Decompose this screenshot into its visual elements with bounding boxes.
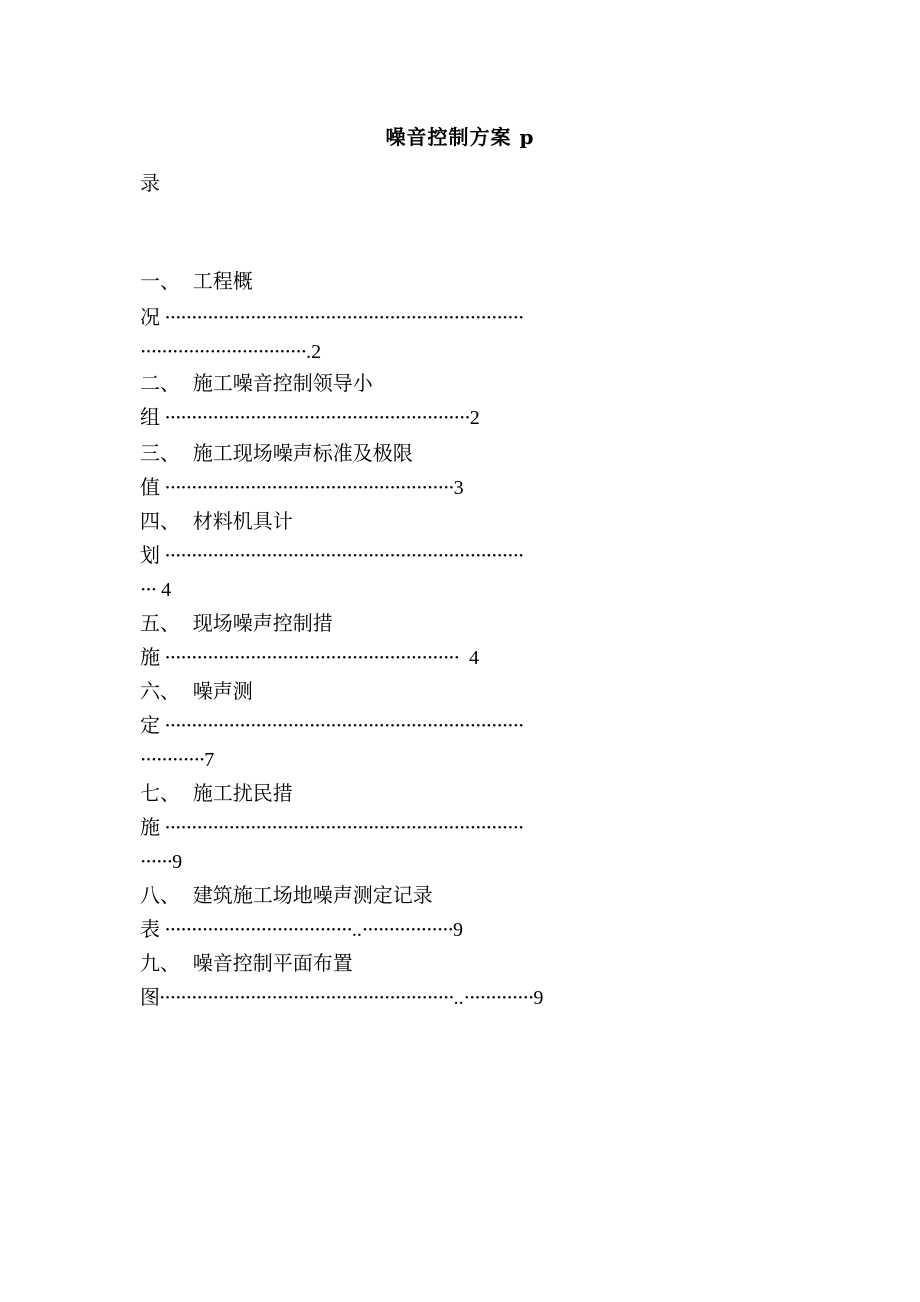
toc-entry-9-leader-2: ·············	[463, 985, 534, 1009]
toc-entry-9-page: 9	[533, 987, 544, 1009]
toc-heading: 录	[140, 171, 160, 195]
toc-entry-8-leader: 表 ···································	[140, 917, 352, 941]
toc-entry-6-leader: 定 ···································································	[140, 713, 524, 737]
toc-entry-4-tail	[140, 576, 171, 603]
toc-entry-7-leader: 施 ···································································	[140, 815, 524, 839]
toc-entry-3-leader: 值 ······················································	[140, 475, 454, 499]
toc-entry-8-leader-line	[140, 916, 463, 943]
toc-entry-1-tail	[140, 338, 321, 365]
toc-entry-7-heading: 七、 施工扰民措	[140, 781, 293, 805]
toc-entry-6-tail-dots: ············	[140, 747, 205, 771]
toc-entry-1-page: .2	[306, 341, 322, 363]
toc-entry-6-tail	[140, 746, 214, 773]
toc-entry-4-leader: 划 ···································································	[140, 543, 524, 567]
toc-entry-7-tail	[140, 848, 182, 875]
toc-entry-7-page: 9	[172, 851, 183, 873]
toc-entry-4-page: 4	[156, 579, 172, 601]
toc-entry-7-tail-dots: ······	[140, 849, 173, 873]
toc-entry-1-heading: 一、 工程概	[140, 269, 253, 293]
toc-entry-3-page: 3	[453, 477, 464, 499]
toc-entry-2-heading: 二、 施工噪音控制领导小	[140, 371, 373, 395]
toc-entry-8-leader-2: ·················	[361, 917, 453, 941]
toc-entry-3-heading: 三、 施工现场噪声标准及极限	[140, 441, 413, 465]
toc-entry-2-leader-line	[140, 404, 480, 431]
toc-entry-8-heading: 八、 建筑施工场地噪声测定记录	[140, 883, 433, 907]
document-title: 噪音控制方案 p	[385, 125, 535, 149]
toc-entry-1-tail-dots: ·······························	[140, 339, 307, 363]
toc-entry-5-leader-line	[140, 644, 479, 671]
toc-entry-2-leader: 组 ·························································	[140, 405, 470, 429]
toc-entry-8-mid: ..	[351, 919, 362, 941]
toc-entry-4-tail-dots: ···	[140, 577, 157, 601]
toc-entry-9-leader-line	[140, 984, 543, 1011]
toc-entry-5-heading: 五、 现场噪声控制措	[140, 611, 333, 635]
toc-entry-9-leader: 图·······················································	[140, 985, 454, 1009]
toc-entry-5-leader: 施 ·······················································	[140, 645, 460, 669]
toc-entry-1-leader: 况 ···································································	[140, 305, 524, 329]
toc-entry-2-page: 2	[469, 407, 480, 429]
toc-entry-6-page: 7	[204, 749, 215, 771]
toc-entry-5-page: 4	[459, 647, 480, 669]
toc-entry-8-page: 9	[452, 919, 463, 941]
toc-entry-9-mid: ..	[453, 987, 464, 1009]
toc-entry-9-heading: 九、 噪音控制平面布置	[140, 951, 353, 975]
toc-entry-3-leader-line	[140, 474, 464, 501]
toc-entry-6-heading: 六、 噪声测	[140, 679, 253, 703]
toc-entry-4-heading: 四、 材料机具计	[140, 509, 293, 533]
